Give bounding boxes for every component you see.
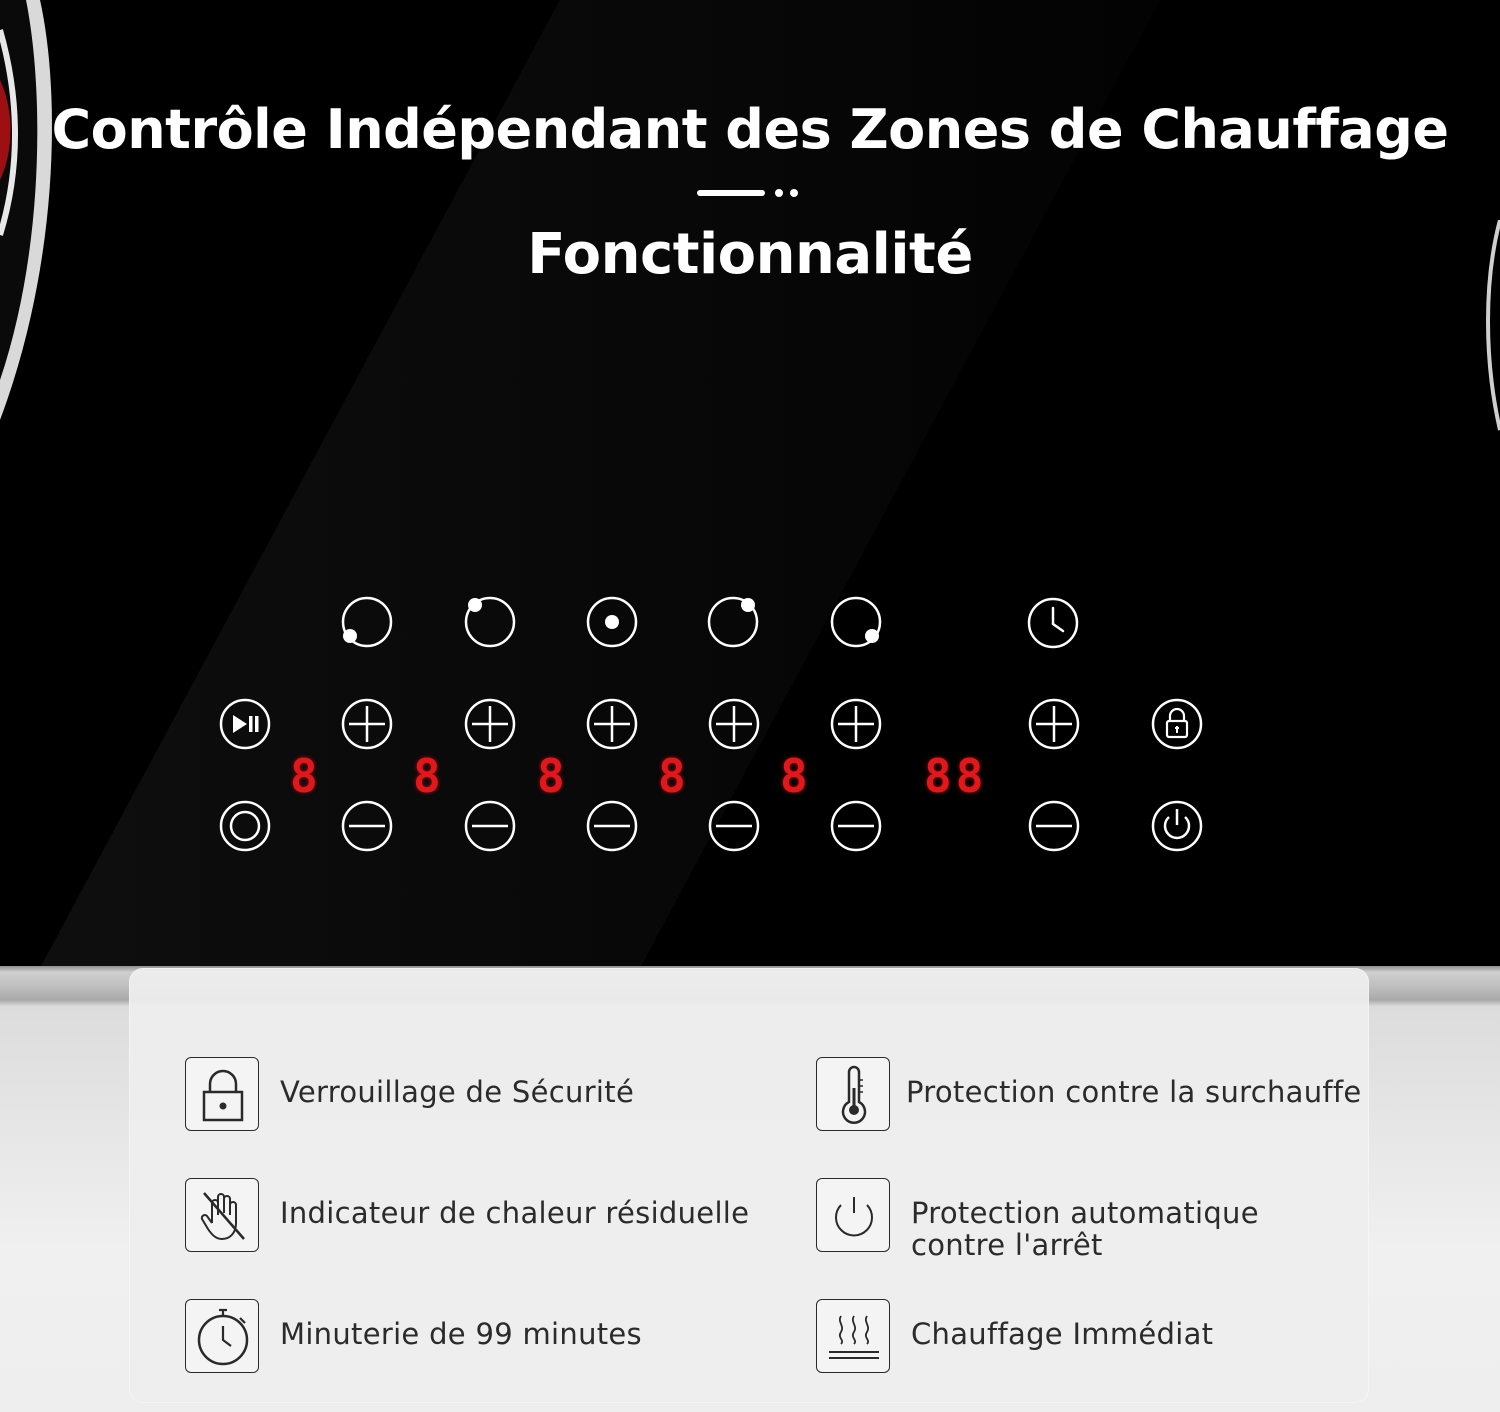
zone-5-plus-button[interactable] <box>829 697 883 751</box>
zone-2-minus-button[interactable] <box>463 799 517 853</box>
power-icon <box>816 1178 890 1252</box>
timer-plus-button[interactable] <box>1027 697 1081 751</box>
zone-4-display: 8 <box>658 749 690 803</box>
zone-front-left-icon[interactable] <box>340 595 394 649</box>
feature-label-auto-off-line2: contre l'arrêt <box>911 1228 1103 1262</box>
zone-4-plus-button[interactable] <box>707 697 761 751</box>
clock-icon[interactable] <box>1026 596 1080 650</box>
boost-button[interactable] <box>218 799 272 853</box>
zone-5-display: 8 <box>780 749 812 803</box>
features-card <box>129 968 1369 1403</box>
child-lock-button[interactable] <box>1150 697 1204 751</box>
zone-rear-left-icon[interactable] <box>463 595 517 649</box>
zone-3-display: 8 <box>537 749 569 803</box>
hot-hand-icon <box>185 1178 259 1252</box>
zone-front-right-icon[interactable] <box>829 595 883 649</box>
power-button[interactable] <box>1150 799 1204 853</box>
zone-2-plus-button[interactable] <box>463 697 517 751</box>
timer-minus-button[interactable] <box>1027 799 1081 853</box>
padlock-icon <box>185 1057 259 1131</box>
zone-3-plus-button[interactable] <box>585 697 639 751</box>
feature-label-timer: Minuterie de 99 minutes <box>280 1317 642 1351</box>
zone-1-plus-button[interactable] <box>340 697 394 751</box>
zone-center-icon[interactable] <box>585 595 639 649</box>
feature-label-overheat: Protection contre la surchauffe <box>906 1075 1362 1109</box>
zone-1-display: 8 <box>290 749 322 803</box>
zone-3-minus-button[interactable] <box>585 799 639 853</box>
thermometer-icon <box>816 1057 890 1131</box>
play-pause-button[interactable] <box>218 697 272 751</box>
heat-waves-icon <box>816 1299 890 1373</box>
stopwatch-icon <box>185 1299 259 1373</box>
page-title: Contrôle Indépendant des Zones de Chauffage <box>51 98 1449 161</box>
zone-2-display: 8 <box>413 749 445 803</box>
zone-5-minus-button[interactable] <box>829 799 883 853</box>
title-divider <box>697 187 807 199</box>
zone-4-minus-button[interactable] <box>707 799 761 853</box>
zone-rear-right-icon[interactable] <box>706 595 760 649</box>
feature-label-auto-off-line1: Protection automatique <box>911 1196 1259 1230</box>
feature-label-instant-heat: Chauffage Immédiat <box>911 1317 1214 1351</box>
feature-label-residual-heat: Indicateur de chaleur résiduelle <box>280 1196 750 1230</box>
zone-1-minus-button[interactable] <box>340 799 394 853</box>
feature-label-lock: Verrouillage de Sécurité <box>280 1075 635 1109</box>
timer-display: 88 <box>924 749 988 803</box>
page-subtitle: Fonctionnalité <box>527 222 973 287</box>
